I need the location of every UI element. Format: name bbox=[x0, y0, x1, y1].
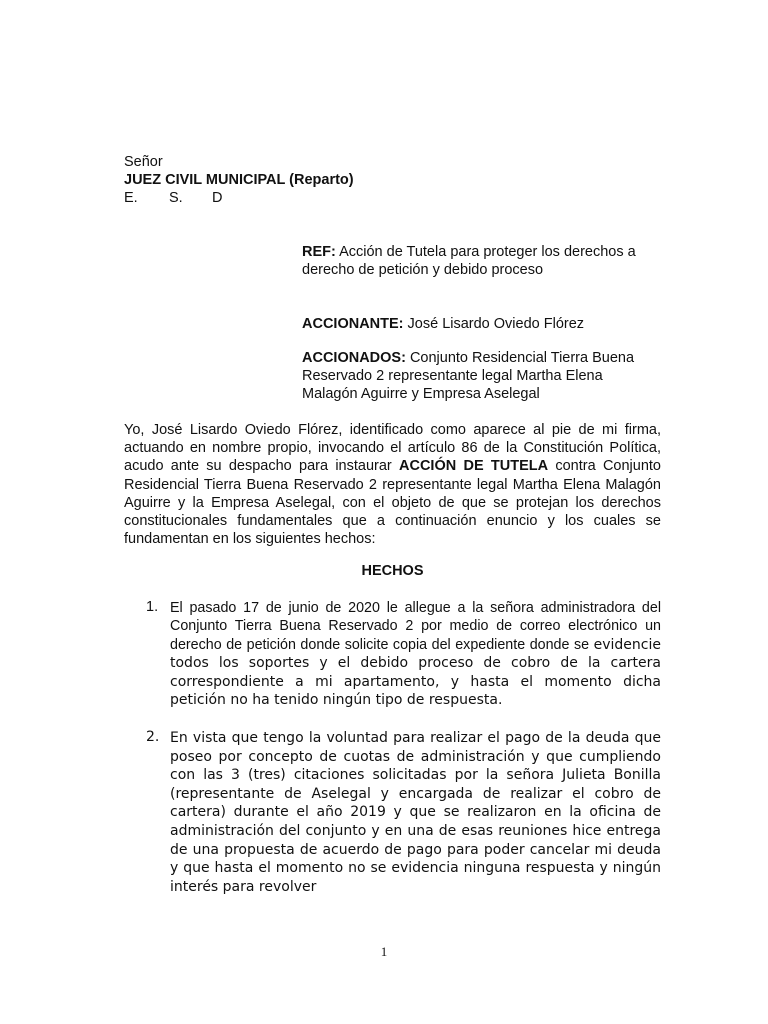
esd-s: S. bbox=[169, 190, 183, 206]
accionados-block bbox=[302, 349, 662, 403]
salutation-block bbox=[124, 153, 354, 207]
ref-label: REF: bbox=[302, 244, 336, 260]
intro-text-after: contra Conjunto Residencial Tierra Buena Reservado 2 representante legal Martha Elena Malagón Aguirre y la Empresa Aselegal, con el objeto de que se protejan los derechos constitucionales fundamentales que a continuación enuncio y los cuales se fundamentan en los siguientes hechos: bbox=[124, 458, 661, 548]
accionante-label: ACCIONANTE: bbox=[302, 316, 404, 332]
hecho-text-1b: evidencie todos los soportes y el debido proceso de cobro de la cartera correspondiente a mi apartamento, y hasta el momento dicha petición no ha tenido ningún tipo de respuesta. bbox=[170, 636, 661, 709]
greeting: Señor bbox=[124, 154, 163, 170]
esd-line bbox=[124, 189, 354, 207]
ref-block bbox=[302, 243, 662, 279]
intro-bold-action: ACCIÓN DE TUTELA bbox=[399, 458, 549, 475]
accionados-label: ACCIONADOS: bbox=[302, 350, 406, 366]
ref-text: Acción de Tutela para proteger los derechos a derecho de petición y debido proceso bbox=[302, 244, 636, 278]
hecho-item-2 bbox=[146, 729, 661, 896]
hecho-text-1a: El pasado 17 de junio de 2020 le allegue a la señora administradora del Conjunto Tierra Buena Reservado 2 por medio de correo electrónico un derecho de petición donde solicite copia del expediente donde se bbox=[170, 600, 661, 653]
intro-text-before: Yo, José Lisardo Oviedo Flórez, identificado como aparece al pie de mi firma, actuando en nombre propio, invocando el artículo 86 de la Constitución Política, acudo ante su despacho para instaurar bbox=[124, 422, 661, 475]
hecho-number-2: 2. bbox=[146, 729, 160, 745]
accionados-text: Conjunto Residencial Tierra Buena Reservado 2 representante legal Martha Elena Malagón Aguirre y Empresa Aselegal bbox=[302, 350, 635, 402]
hecho-text-1 bbox=[170, 599, 661, 710]
hechos-heading: HECHOS bbox=[361, 563, 424, 579]
addressee: JUEZ CIVIL MUNICIPAL (Reparto) bbox=[124, 172, 354, 188]
esd-e: E. bbox=[124, 190, 138, 206]
esd-d: D bbox=[212, 190, 223, 206]
accionante-text: José Lisardo Oviedo Flórez bbox=[407, 316, 585, 332]
intro-paragraph bbox=[124, 421, 661, 548]
hecho-text-2: En vista que tengo la voluntad para realizar el pago de la deuda que poseo por concepto de cuotas de administración y que cumpliendo con las 3 (tres) citaciones solicitadas por la señora Julieta Bonilla (representante de Aselegal y encargada de realizar el cobro de cartera) durante el año 2019 y que se realizaron en la oficina de administración del conjunto y en una de esas reuniones hice entrega de una propuesta de acuerdo de pago para poder cancelar mi deuda y que hasta el momento no se evidencia ninguna respuesta y ningún interés para revolver bbox=[170, 730, 661, 895]
hecho-number-1: 1. bbox=[146, 599, 159, 615]
hecho-item-1 bbox=[146, 599, 661, 710]
accionante-block bbox=[302, 315, 662, 333]
page-number: 1 bbox=[380, 944, 388, 959]
